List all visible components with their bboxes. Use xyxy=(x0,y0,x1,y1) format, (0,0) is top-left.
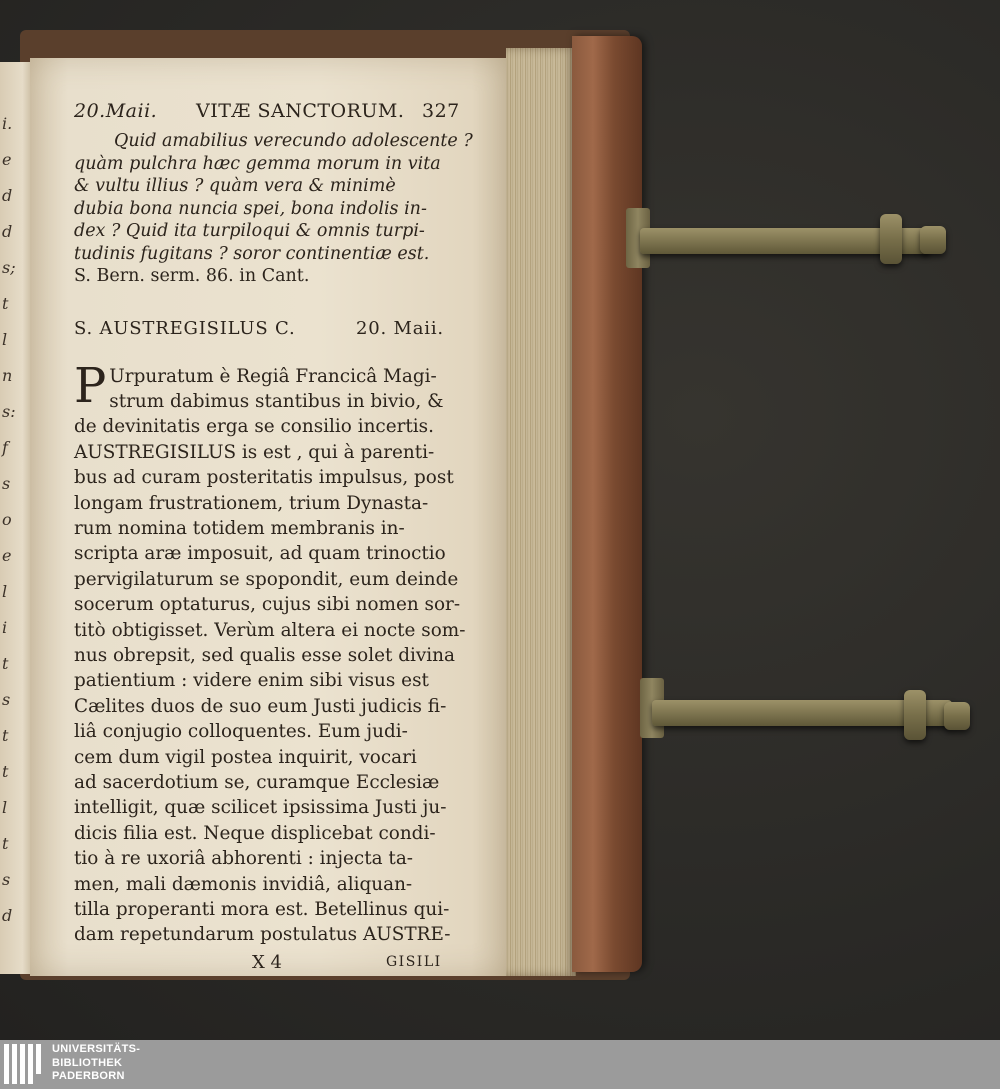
left-page-fragment: d xyxy=(2,222,13,241)
left-page-fragment: n xyxy=(2,366,13,385)
body-line: titò obtigisset. Verùm altera ei nocte som- xyxy=(74,619,466,641)
body-line: bus ad curam posteritatis impulsus, post xyxy=(74,467,454,489)
body-line: de devinitatis erga se consilio incertis. xyxy=(74,416,434,438)
body-line: Urpuratum è Regiâ Francicâ Magi- xyxy=(109,365,437,387)
saint-name: S. AUSTREGISILUS C. xyxy=(74,317,296,339)
left-page-fragment: t xyxy=(2,654,9,673)
quote-line: quàm pulchra hæc gemma morum in vita xyxy=(74,153,441,174)
left-page-fragment: i xyxy=(2,618,8,637)
left-page-fragment: i. xyxy=(2,114,13,133)
signature-mark: X 4 xyxy=(252,951,282,973)
lower-clasp-end xyxy=(904,690,926,740)
body-line: rum nomina totidem membranis in- xyxy=(74,517,405,539)
body-line: liâ conjugio colloquentes. Eum judi- xyxy=(74,721,408,743)
body-line: socerum optaturus, cujus sibi nomen sor- xyxy=(74,594,461,616)
page-edges xyxy=(506,48,576,976)
page-number: 327 xyxy=(422,100,460,122)
quote-line: & vultu illius ? quàm vera & minimè xyxy=(74,176,396,196)
page-text-block xyxy=(74,100,473,978)
left-page xyxy=(0,62,33,974)
saint-heading xyxy=(74,318,454,346)
body-line: tio à re uxoriâ abhorenti : injecta ta- xyxy=(74,848,414,870)
page-footer xyxy=(74,952,454,978)
body-line: cem dum vigil postea inquirit, vocari xyxy=(74,746,417,768)
library-logo-icon xyxy=(4,1044,46,1086)
left-page-fragment: l xyxy=(2,582,8,601)
left-page-fragment: t xyxy=(2,762,9,781)
left-page-fragment: e xyxy=(2,546,12,565)
upper-clasp-end xyxy=(880,214,902,264)
left-page-fragment: s xyxy=(2,690,11,709)
left-page-fragment: s xyxy=(2,870,11,889)
body-line: strum dabimus stantibus in bivio, & xyxy=(109,390,444,412)
body-line: nus obrepsit, sed qualis esse solet divina xyxy=(74,644,455,666)
left-page-fragment: f xyxy=(2,438,8,457)
book-fore-edge-cover xyxy=(572,36,642,972)
quote-line: Quid amabilius verecundo adolescente ? xyxy=(114,131,473,151)
body-line: Cælites duos de suo eum Justi judicis fi- xyxy=(74,695,447,717)
quote-line: tudinis fugitans ? soror continentiæ est. xyxy=(74,243,430,264)
left-page-fragment: t xyxy=(2,726,9,745)
left-page-fragment: d xyxy=(2,906,13,925)
quote-citation: S. Bern. serm. 86. in Cant. xyxy=(74,266,310,286)
saint-feast-date: 20. Maii. xyxy=(356,317,444,339)
left-page-fragment: s: xyxy=(2,402,16,421)
library-name-line3: PADERBORN xyxy=(52,1070,125,1082)
lower-clasp-tip xyxy=(944,702,970,730)
library-name-line1: UNIVERSITÄTS- xyxy=(52,1043,141,1055)
running-head-date: 20.Maii. xyxy=(74,100,158,122)
body-line: ad sacerdotium se, curamque Ecclesiæ xyxy=(74,772,440,793)
epigraph-quote xyxy=(74,130,473,265)
left-page-fragment: l xyxy=(2,330,8,349)
quote-line: dubia bona nuncia spei, bona indolis in- xyxy=(74,198,427,219)
body-line: scripta aræ imposuit, ad quam trinoctio xyxy=(74,543,446,565)
body-line: longam frustrationem, trium Dynasta- xyxy=(74,492,429,514)
body-line: dam repetundarum postulatus AUSTRE- xyxy=(74,924,451,946)
left-page-fragment: t xyxy=(2,834,9,853)
running-head-title: VITÆ SANCTORUM. xyxy=(196,100,405,122)
catchword: GISILI xyxy=(386,953,442,970)
body-line: men, mali dæmonis invidiâ, aliquan- xyxy=(74,873,413,895)
left-page-fragment: d xyxy=(2,186,13,205)
library-footer-bar xyxy=(0,1040,1000,1089)
body-line: dicis filia est. Neque displicebat condi- xyxy=(74,822,436,844)
upper-clasp-tip xyxy=(920,226,946,254)
quote-line: dex ? Quid ita turpiloqui & omnis turpi- xyxy=(74,221,425,241)
body-line: patientium : videre enim sibi visus est xyxy=(74,670,429,692)
library-name xyxy=(52,1043,140,1084)
body-line: pervigilaturum se spopondit, eum deinde xyxy=(74,568,459,590)
left-page-fragment: l xyxy=(2,798,8,817)
running-head xyxy=(74,100,460,130)
body-line: intelligit, quæ scilicet ipsissima Justi ju- xyxy=(74,797,447,819)
body-text xyxy=(74,357,466,948)
left-page-fragment: s; xyxy=(2,258,16,277)
library-name-line2: BIBLIOTHEK xyxy=(52,1056,123,1069)
body-line: AUSTREGISILUS is est , qui à parenti- xyxy=(74,441,435,463)
left-page-fragment: o xyxy=(2,510,12,529)
left-page-fragment: t xyxy=(2,294,9,313)
left-page-fragment: e xyxy=(2,150,12,169)
body-line: tilla properanti mora est. Betellinus qui- xyxy=(74,899,450,921)
drop-cap: P xyxy=(74,357,107,414)
left-page-fragment: s xyxy=(2,474,11,493)
